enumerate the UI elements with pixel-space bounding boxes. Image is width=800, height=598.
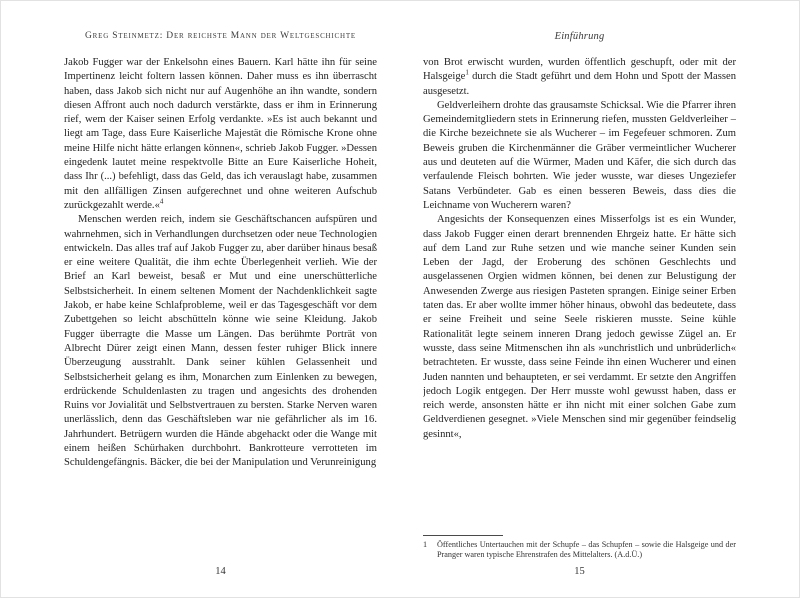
footnote (423, 540, 736, 560)
page-number-left: 14 (215, 566, 226, 577)
page-right (400, 1, 799, 597)
footnote-text: Öffentliches Untertauchen mit der Schupfe – das Schupfen – sowie die Halsgeige und der Pranger waren typische Ehrenstrafen des Mittelalters. (A.d.Ü.) (437, 540, 736, 559)
footnote-block (423, 535, 736, 560)
footnote-number: 1 (423, 540, 428, 549)
running-header-right: Einführung (554, 31, 605, 42)
paragraph: Angesichts der Konsequenzen eines Misserfolgs ist es ein Wunder, dass Jakob Fugger einen derart brennenden Ehrgeiz hatte. Er hätte sich auf dem Land zur Ruhe setzen und wie manche seiner Kunden sein Leben der Jagd, der Eroberung des schönen Geschlechts und ausgelassenen Orgien widmen können, bei denen zur Belustigung der Anwesenden Zwerge aus riesigen Pasteten sprangen. Einige seiner Erben taten das. Er aber wollte immer höher hinaus, obwohl das bedeutete, dass er seine Freiheit und seine Seele riskieren musste. Seine kühle Rationalität legte seinem inneren Drang jedoch gewisse Zügel an. Er wusste, dass seine Mitmenschen ihn als »unchristlich und unbrüderlich« betrachteten. Er wusste, dass seine Feinde ihn einen Wucherer und einen Juden nannten und behaupteten, er sei verdammt. Er setzte den Angriffen jedoch Logik entgegen. Der Herr musste wohl gewusst haben, dass er reich werde, ansonsten hätte er ihn nicht mit einer solchen Gabe zum Geldverdienen gesegnet. »Viele Menschen sind mir gegenüber feindselig gesinnt«, (423, 214, 736, 440)
page-left (1, 1, 400, 597)
page-number-right: 15 (574, 566, 585, 577)
footnote-rule (423, 535, 503, 536)
left-page-body (64, 56, 377, 471)
footnote-marker: 1 (465, 68, 469, 77)
paragraph: Menschen werden reich, indem sie Geschäftschancen aufspüren und wahrnehmen, sich in Verhandlungen durchsetzen oder neue Technologien entwickeln. Das alles traf auf Jakob Fugger zu, aber darüber hinaus besaß er eine weitere Qualität, die ihm echte Überlegenheit verlieh. Wie der Brief an Karl beweist, besaß er Mut und eine unerschütterliche Selbstsicherheit. In einem seltenen Moment der Nachdenklichkeit sagte Jakob, er habe keine Schlafprobleme, weil er das Tagesgeschäft vor dem Zubettgehen so leicht abschütteln könne wie seine Kleidung. Jakob Fugger überragte die Masse um Längen. Das berühmte Porträt von Albrecht Dürer zeigt einen Mann, dessen fester ruhiger Blick innere Überzeugung ausstrahlt. Dank seiner kühlen Gelassenheit und Selbstsicherheit gelang es ihm, Monarchen zum Einlenken zu bewegen, erdrückende Schuldenlasten zu tragen und angesichts des drohenden Ruins vor Jovialität und Selbstvertrauen zu bersten. Starke Nerven waren unerlässlich, denn das Geschäftsleben war nie gefährlicher als im 16. Jahrhundert. Betrügern wurden die Hände abgehackt oder die Wange mit einem heißen Schürhaken durchbohrt. Bankrotteure verrotteten im Schuldengefängnis. Bäcker, die bei der Manipulation und Verunreinigung (64, 214, 377, 469)
paragraph: Geldverleihern drohte das grausamste Schicksal. Wie die Pfarrer ihren Gemeindemitgliedern stets in Erinnerung riefen, mussten Geldverleiher – die Kirche bezeichnete sie als Wucherer – im Fegefeuer schmoren. Zum Beweis gruben die Kirchenmänner die Gräber vermeintlicher Wucherer aus und deuteten auf die Würmer, Maden und Käfer, die sich durch das verfaulende Fleisch bohrten. Wie jeder wusste, war dieses Ungeziefer Satans Verbündeter. Gab es einen besseren Beweis, dass dies die Leichname von Wucherern waren? (423, 99, 736, 211)
right-page-body (423, 56, 736, 442)
paragraph: Jakob Fugger war der Enkelsohn eines Bauern. Karl hätte ihn für seine Impertinenz leicht foltern lassen können. Daher muss es ihn überrascht haben, dass Jakob sich nicht nur auf Augenhöhe an ihn wandte, sondern diesen Affront auch noch dadurch verstärkte, dass er ihm in Erinnerung rief, wem der Kaiser seinen Erfolg verdankte. »Es ist auch bekannt und liegt am Tage, dass Eure Kaiserliche Majestät die Römische Krone ohne meine Hilfe nicht hätte erlangen können«, schrieb Jakob Fugger. »Dessen eingedenk lautet meine respektvolle Bitte an Eure Kaiserliche Hoheit, dass Ihr (...) befehligt, dass das Geld, das ich verauslagt habe, zusammen mit den allfälligen Zinsen aufgerechnet und ohne weiteren Aufschub zurückgezahlt werde.«$^4$ (64, 57, 377, 211)
footnote-marker: 4 (159, 197, 164, 206)
running-header-left: Greg Steinmetz: Der reichste Mann der Weltgeschichte (84, 31, 357, 41)
paragraph: von Brot erwischt wurden, wurden öffentlich geschupft, oder mit der Halsgeige$^1$ durch die Stadt geführt und dem Hohn und Spott der Massen ausgesetzt. (423, 57, 736, 97)
